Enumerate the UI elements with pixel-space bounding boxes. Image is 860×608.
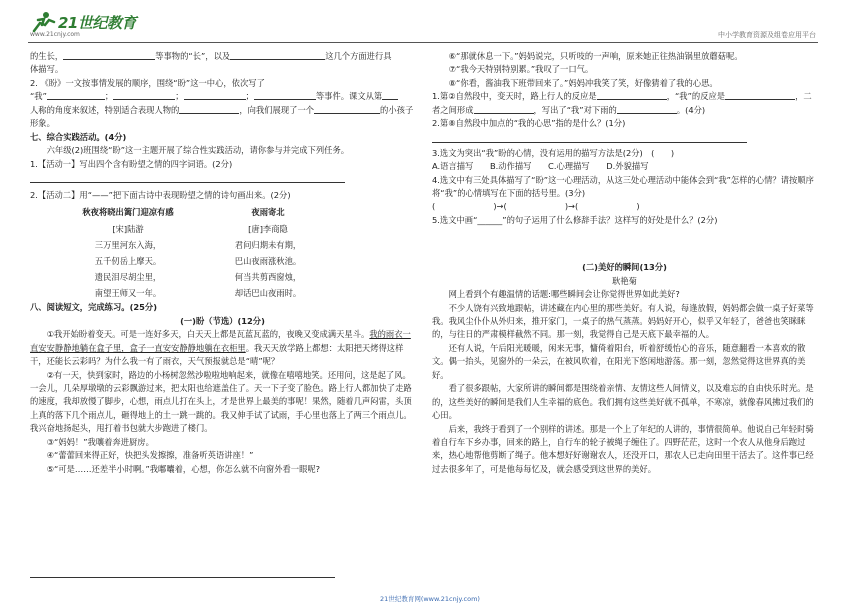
question-5: 5.选文中画“______”的句子运用了什么修辞手法？这样写的好处是什么？(2分) [432,214,718,225]
question-4-answer-row[interactable]: ( )→( )→( ) [432,201,640,212]
poem-line[interactable]: 三万里河东入海， [94,239,162,250]
site-logo [30,11,136,33]
passage-two-title: (二)美好的瞬间(13分) [582,262,667,273]
answer-blank[interactable] [47,91,105,100]
poem-author: [唐]李商隐 [248,223,288,234]
p2-paragraph-3: 还有人说，午后阳光暖暖，闲来无事，慵倚着阳台，听着舒缓怡心的音乐，随意翻看一本喜欢的散文。偶一抬头，见窗外的一朵云，在被风吹着，在阳光下悠闲地游荡。那一刻，忽然觉得这世界真的美好。 [432,342,806,380]
logo-text: 21世纪教育 [58,13,136,32]
answer-blank[interactable] [63,51,155,60]
activity-two: 2.【活动二】用“——”把下面古诗中表现盼望之情的诗句画出来。(2分) [30,189,291,200]
passage-one-title: (一)盼（节选）(12分) [180,315,265,326]
answer-blank[interactable] [230,51,325,60]
poem-lu-you [58,204,198,301]
question-4: 4.选文中有三处具体描写了“盼”这一心理活动，从这三处心理活动中能体会到“我”怎样的心情？请按顺序将“我”的心情填写在下面的括号里。(3分) [432,174,814,198]
answer-blank[interactable] [184,91,246,100]
poem-author: [宋]陆游 [112,223,144,234]
answer-line[interactable] [432,131,747,143]
platform-name: 中小学教育资源及组卷应用平台 [718,31,816,39]
line-growth: 的生长， 等事物的“长”，以及 这几个方面进行具 [30,51,392,61]
logo-url: www.21cnjy.com [30,31,80,38]
page-footer[interactable]: 21世纪教育网(www.21cnjy.com) [380,595,480,603]
poem-line[interactable]: 五千仞岳上摩天。 [94,255,162,266]
footer-rule [30,577,335,578]
poem-line[interactable]: 何当共剪西窗烛， [234,272,302,283]
p2-paragraph-2: 不少人饶有兴致地跟帖，讲述藏在内心里的那些美好。有人说，每逢放假，妈妈都会做一桌子好菜等我。我风尘仆仆从外归来，推开家门，一桌子的热气蒸蒸。妈妈好开心，似乎又年轻了，爸爸也笑眯眯的，与往日的严肃模样截然不同。那一刻，我觉得自己是天底下最幸福的人。 [432,302,814,340]
underlined-sentence: 我的雨衣一直安安静静地躺在盒子里，盒子一直安安静静地躺在衣柜里 [30,329,411,353]
answer-blank[interactable] [254,91,316,100]
paragraph-4: ④“蕾蕾回来得正好，快把头发擦擦，准备听英语讲座！” [46,450,254,461]
question-pan-events: 2. 《盼》一文按事情发展的顺序，围绕“盼”这一中心，依次写了 “我” ； ； ； 等事件。课文从第 人称的角度来叙述，特别适合表现人物的 ，向我们展现了一个 的小孩子 形象。 [30,77,414,129]
answer-blank[interactable] [382,91,398,100]
page-header [0,0,860,44]
activity-intro: 六年级(2)班围绕“盼”这一主题开展了综合性实践活动，请你参与并完成下列任务。 [46,145,350,156]
section-seven-title: 七、综合实践活动。(4分) [30,131,127,142]
poem-line[interactable]: 却话巴山夜雨时。 [234,288,302,299]
paragraph-1: ①我开始盼着变天。可是一连好多天，白天天上都是瓦蓝瓦蓝的，夜晚又变成满天星斗。我的雨衣一直安安静静地躺在盒子里，盒子一直安安静静地躺在衣柜里。我天天放学路上都想：太阳把天烤得这样干，还能长云彩吗？为什么我一有了雨衣，天气预报就总是“晴”呢？ [30,329,411,367]
line-describe: 体描写。 [30,64,64,75]
runner-logo-icon [30,11,56,33]
p2-paragraph-4: 看了很多跟帖，大家所讲的瞬间都是围绕着亲情、友情这些人间情义，以及难忘的自由快乐时光。是的，这些美好的瞬间是我们人生幸福的底色。我们拥有这些美好就不孤单，不寒凉，就像春风拂过我们的心田。 [432,383,814,421]
poem-line[interactable]: 巴山夜雨涨秋池。 [234,255,302,266]
activity-one: 1.【活动一】写出四个含有盼望之情的四字词语。(2分) [30,158,233,169]
header-rule [28,42,818,43]
poem-title: 夜雨寄北 [251,207,285,218]
passage-two-author: 耿艳菊 [612,275,637,286]
p2-paragraph-1: 网上看到个有趣温情的话题:哪些瞬间会让你觉得世界如此美好? [448,289,680,300]
answer-blank[interactable] [314,105,380,114]
answer-blank[interactable] [597,91,667,100]
paragraph-6: ⑥“那就休息一下。”妈妈说完，只听吱的一声响，原来她正往热油锅里放蘑菇呢。 [448,51,743,61]
question-1: 1.第②自然段中，变天时，路上行人的反应是 ，“我”的反应是 ，二者之间形成 ，写出了“我”对下雨的 。(4分) [432,91,812,115]
answer-blank[interactable] [725,91,795,100]
question-3-options: A.语言描写 B.动作描写 C.心理描写 D.外貌描写 [432,161,649,172]
section-eight-title: 八、阅读短文，完成练习。(25分) [30,302,157,313]
question-3: 3.选文为突出“我”盼的心情，没有运用的描写方法是(2分) ( ) [432,147,675,158]
poem-line[interactable]: 遗民泪尽胡尘里， [94,272,162,283]
paragraph-2: ②有一天，快到家时，路边的小杨树忽然沙啦啦地响起来，就像在嘻嘻地笑。还用问，这是起了风。一会儿，几朵厚墩墩的云彩飘游过来，把太阳也给遮盖住了。天一下子变了脸色。路上行人都加快了走路的速度，我却放慢了脚步，心想，雨点儿打在头上，才是世界上最美的事呢！果然，随着几声闷雷，头顶上真的落下几个雨点儿，砸得地上的土一跳一跳的。我又伸手试了试雨，手心里也落上了两三个雨点儿。我兴奋地扬起头，甩打着书包就大步跑进了楼门。 [30,369,412,434]
answer-blank[interactable] [113,91,175,100]
poem-line[interactable]: 南望王师又一年。 [94,288,162,299]
answer-blank[interactable] [617,105,677,114]
answer-line[interactable] [30,171,345,183]
left-column [30,50,415,476]
right-column [432,50,817,476]
poem-line[interactable]: 君问归期未有期， [234,239,302,250]
paragraph-3: ③“妈妈！”我嚷着奔进厨房。 [46,436,154,447]
paragraph-7: ⑦“我今天特别特别累。”我叹了一口气。 [448,64,594,75]
answer-blank[interactable] [474,105,534,114]
poem-li-shangyin [198,204,338,301]
poem-title: 秋夜将晓出篱门迎凉有感 [82,207,174,218]
poems [58,204,415,301]
answer-blank[interactable] [179,105,239,114]
spacer [432,227,817,261]
paragraph-5: ⑤“可是……还差半小时啊。”我嘟囔着，心想，你怎么就不向窗外看一眼呢? [46,463,321,474]
question-2: 2.第⑧自然段中加点的“我的心思”指的是什么？(1分) [432,118,626,129]
paragraph-8: ⑧“你看，酱油我下班带回来了。”妈妈冲我笑了笑，好像猜着了我的心思。 [448,77,718,88]
p2-paragraph-5: 后来，我终于看到了一个别样的讲述。那是一个上了年纪的人讲的，事情很简单。他说自己年轻时骑着自行车下乡办事，回来的路上，自行车的轮子被绳子缠住了。四野茫茫，这时一个农人从他身后跑过来，热心地帮他剪断了绳子。他本想好好谢谢农人，还没开口，那农人已走向田里干活去了。这件事已经过去很多年了，可是他每每忆及，就会感受到这世界的美好。 [432,423,814,474]
